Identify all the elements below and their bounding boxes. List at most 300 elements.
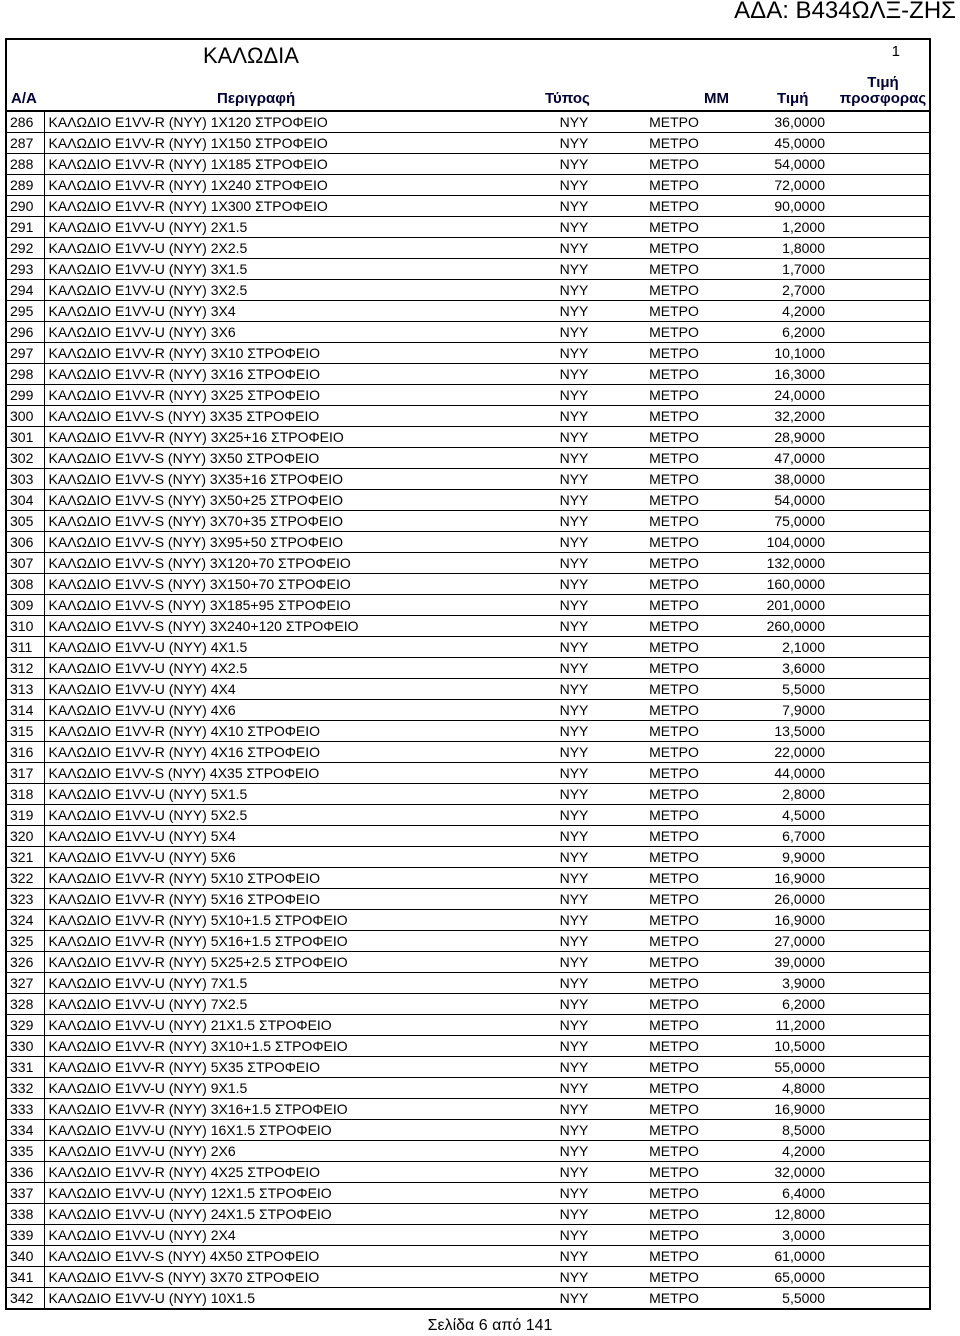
- items-table-body: [7, 112, 929, 1308]
- item-offer-price: [829, 889, 929, 910]
- item-type: NYY: [524, 1204, 624, 1225]
- item-unit: ΜΕΤΡΟ: [624, 196, 724, 217]
- item-price: 160,0000: [724, 574, 829, 595]
- table-row: [7, 637, 929, 658]
- item-number: 304: [7, 490, 44, 511]
- item-offer-price: [829, 1225, 929, 1246]
- item-offer-price: [829, 1015, 929, 1036]
- item-unit: ΜΕΤΡΟ: [624, 1078, 724, 1099]
- item-description: ΚΑΛΩΔΙΟ Ε1VV-U (NYY) 5X1.5: [44, 784, 524, 805]
- table-row: [7, 931, 929, 952]
- item-number: 325: [7, 931, 44, 952]
- item-unit: ΜΕΤΡΟ: [624, 805, 724, 826]
- item-price: 5,5000: [782, 1290, 825, 1306]
- item-type: NYY: [524, 910, 624, 931]
- item-type: NYY: [524, 448, 624, 469]
- item-number: 334: [7, 1120, 44, 1141]
- table-row: [7, 868, 929, 889]
- item-description: ΚΑΛΩΔΙΟ Ε1VV-S (NYY) 3X240+120 ΣΤΡΟΦΕΙΟ: [44, 616, 524, 637]
- item-offer-price: [829, 616, 929, 637]
- table-row: [7, 469, 929, 490]
- item-price: 9,9000: [724, 847, 829, 868]
- item-description: ΚΑΛΩΔΙΟ Ε1VV-S (NYY) 3X120+70 ΣΤΡΟΦΕΙΟ: [44, 553, 524, 574]
- item-type: NYY: [524, 112, 624, 133]
- item-number: 289: [7, 175, 44, 196]
- item-unit: ΜΕΤΡΟ: [624, 910, 724, 931]
- item-price: 10,5000: [724, 1036, 829, 1057]
- item-description: ΚΑΛΩΔΙΟ Ε1VV-S (NYY) 4X35 ΣΤΡΟΦΕΙΟ: [44, 763, 524, 784]
- item-price: 4,2000: [724, 301, 829, 322]
- item-unit: ΜΕΤΡΟ: [624, 973, 724, 994]
- item-number: 292: [7, 238, 44, 259]
- item-number: 296: [7, 322, 44, 343]
- item-price: 24,0000: [724, 385, 829, 406]
- table-row: [7, 1162, 929, 1183]
- item-unit: ΜΕΤΡΟ: [624, 1162, 724, 1183]
- item-unit: ΜΕΤΡΟ: [624, 1099, 724, 1120]
- item-number: 291: [7, 217, 44, 238]
- item-type: NYY: [524, 1141, 624, 1162]
- item-offer-price: [829, 1141, 929, 1162]
- table-row: [7, 1036, 929, 1057]
- item-offer-price: [829, 637, 929, 658]
- table-row: [7, 658, 929, 679]
- item-offer-price: [829, 238, 929, 259]
- item-type: NYY: [524, 805, 624, 826]
- table-row: [7, 994, 929, 1015]
- item-type: NYY: [524, 1120, 624, 1141]
- item-unit: ΜΕΤΡΟ: [624, 1036, 724, 1057]
- item-unit: ΜΕΤΡΟ: [649, 1290, 699, 1306]
- item-price: 65,0000: [724, 1267, 829, 1288]
- item-number: 317: [7, 763, 44, 784]
- item-description: ΚΑΛΩΔΙΟ Ε1VV-U (NYY) 7X1.5: [44, 973, 524, 994]
- item-price: 13,5000: [724, 721, 829, 742]
- item-description: ΚΑΛΩΔΙΟ Ε1VV-S (NYY) 3X35 ΣΤΡΟΦΕΙΟ: [44, 406, 524, 427]
- item-number: 306: [7, 532, 44, 553]
- item-description: ΚΑΛΩΔΙΟ Ε1VV-U (NYY) 10X1.5: [48, 1290, 256, 1306]
- table-row: [7, 910, 929, 931]
- item-price: 75,0000: [724, 511, 829, 532]
- item-offer-price: [829, 511, 929, 532]
- item-type: NYY: [524, 1057, 624, 1078]
- item-type: NYY: [524, 343, 624, 364]
- header-description: Περιγραφή: [217, 90, 296, 107]
- table-row: [7, 238, 929, 259]
- item-number: 287: [7, 133, 44, 154]
- item-description: ΚΑΛΩΔΙΟ Ε1VV-R (NYY) 1X240 ΣΤΡΟΦΕΙΟ: [44, 175, 524, 196]
- item-offer-price: [829, 658, 929, 679]
- item-type: NYY: [524, 1036, 624, 1057]
- item-description: ΚΑΛΩΔΙΟ Ε1VV-R (NYY) 5X16 ΣΤΡΟΦΕΙΟ: [44, 889, 524, 910]
- item-unit: ΜΕΤΡΟ: [624, 511, 724, 532]
- item-description: ΚΑΛΩΔΙΟ Ε1VV-U (NYY) 4X6: [44, 700, 524, 721]
- table-row: [7, 448, 929, 469]
- table-row: [7, 826, 929, 847]
- item-unit: ΜΕΤΡΟ: [624, 595, 724, 616]
- item-description: ΚΑΛΩΔΙΟ Ε1VV-U (NYY) 9X1.5: [44, 1078, 524, 1099]
- item-number: 308: [7, 574, 44, 595]
- item-number: 288: [7, 154, 44, 175]
- table-row: [7, 1246, 929, 1267]
- item-unit: ΜΕΤΡΟ: [624, 742, 724, 763]
- item-description: ΚΑΛΩΔΙΟ Ε1VV-U (NYY) 3X4: [44, 301, 524, 322]
- item-number: 301: [7, 427, 44, 448]
- item-price: 45,0000: [724, 133, 829, 154]
- item-offer-price: [829, 1183, 929, 1204]
- item-price: 2,1000: [724, 637, 829, 658]
- item-description: ΚΑΛΩΔΙΟ Ε1VV-S (NYY) 4X50 ΣΤΡΟΦΕΙΟ: [44, 1246, 524, 1267]
- table-row: [7, 1204, 929, 1225]
- item-number: 327: [7, 973, 44, 994]
- item-unit: ΜΕΤΡΟ: [624, 532, 724, 553]
- item-type: NYY: [524, 826, 624, 847]
- item-unit: ΜΕΤΡΟ: [624, 679, 724, 700]
- item-number: 293: [7, 259, 44, 280]
- item-description: ΚΑΛΩΔΙΟ Ε1VV-R (NYY) 3X16+1.5 ΣΤΡΟΦΕΙΟ: [44, 1099, 524, 1120]
- item-offer-price: [829, 1267, 929, 1288]
- item-number: 341: [7, 1267, 44, 1288]
- item-offer-price: [829, 175, 929, 196]
- item-price: 132,0000: [724, 553, 829, 574]
- item-description: ΚΑΛΩΔΙΟ Ε1VV-S (NYY) 3X185+95 ΣΤΡΟΦΕΙΟ: [44, 595, 524, 616]
- item-type: NYY: [524, 196, 624, 217]
- item-number: 322: [7, 868, 44, 889]
- item-number: 299: [7, 385, 44, 406]
- item-type: NYY: [524, 1078, 624, 1099]
- item-type: NYY: [524, 1015, 624, 1036]
- item-price: 2,7000: [724, 280, 829, 301]
- item-offer-price: [829, 847, 929, 868]
- item-price: 38,0000: [724, 469, 829, 490]
- item-type: NYY: [524, 1183, 624, 1204]
- item-unit: ΜΕΤΡΟ: [624, 721, 724, 742]
- item-offer-price: [829, 553, 929, 574]
- item-offer-price: [829, 196, 929, 217]
- item-description: ΚΑΛΩΔΙΟ Ε1VV-R (NYY) 5X16+1.5 ΣΤΡΟΦΕΙΟ: [44, 931, 524, 952]
- item-price: 72,0000: [724, 175, 829, 196]
- item-price: 16,9000: [724, 868, 829, 889]
- table-row: [7, 721, 929, 742]
- item-offer-price: [829, 406, 929, 427]
- item-unit: ΜΕΤΡΟ: [624, 259, 724, 280]
- item-offer-price: [829, 1288, 929, 1309]
- item-unit: ΜΕΤΡΟ: [624, 637, 724, 658]
- item-description: ΚΑΛΩΔΙΟ Ε1VV-R (NYY) 3X16 ΣΤΡΟΦΕΙΟ: [44, 364, 524, 385]
- item-offer-price: [829, 1078, 929, 1099]
- item-number: 323: [7, 889, 44, 910]
- item-description: ΚΑΛΩΔΙΟ Ε1VV-S (NYY) 3X50+25 ΣΤΡΟΦΕΙΟ: [44, 490, 524, 511]
- item-offer-price: [829, 133, 929, 154]
- header-type: Τύπος: [545, 90, 590, 107]
- item-type: NYY: [524, 658, 624, 679]
- item-unit: ΜΕΤΡΟ: [624, 1225, 724, 1246]
- item-unit: ΜΕΤΡΟ: [624, 931, 724, 952]
- item-offer-price: [829, 112, 929, 133]
- item-type: NYY: [524, 469, 624, 490]
- item-description: ΚΑΛΩΔΙΟ Ε1VV-U (NYY) 7X2.5: [44, 994, 524, 1015]
- item-number: 298: [7, 364, 44, 385]
- item-offer-price: [829, 994, 929, 1015]
- item-type: NYY: [524, 511, 624, 532]
- table-row: [7, 154, 929, 175]
- item-type: NYY: [524, 154, 624, 175]
- item-description: ΚΑΛΩΔΙΟ Ε1VV-R (NYY) 4X16 ΣΤΡΟΦΕΙΟ: [44, 742, 524, 763]
- item-unit: ΜΕΤΡΟ: [624, 343, 724, 364]
- item-offer-price: [829, 952, 929, 973]
- item-description: ΚΑΛΩΔΙΟ Ε1VV-U (NYY) 21X1.5 ΣΤΡΟΦΕΙΟ: [44, 1015, 524, 1036]
- item-number: 303: [7, 469, 44, 490]
- item-price: 27,0000: [724, 931, 829, 952]
- item-unit: ΜΕΤΡΟ: [624, 553, 724, 574]
- header-unit: ΜΜ: [704, 90, 729, 107]
- item-description: ΚΑΛΩΔΙΟ Ε1VV-S (NYY) 3X70+35 ΣΤΡΟΦΕΙΟ: [44, 511, 524, 532]
- table-row: [7, 1078, 929, 1099]
- item-unit: ΜΕΤΡΟ: [624, 301, 724, 322]
- item-offer-price: [829, 910, 929, 931]
- table-row: [7, 1120, 929, 1141]
- item-description: ΚΑΛΩΔΙΟ Ε1VV-U (NYY) 4X1.5: [44, 637, 524, 658]
- table-row: [7, 1015, 929, 1036]
- item-type: NYY: [524, 133, 624, 154]
- item-price: 36,0000: [724, 112, 829, 133]
- item-type: NYY: [524, 847, 624, 868]
- item-price: 47,0000: [724, 448, 829, 469]
- item-unit: ΜΕΤΡΟ: [624, 574, 724, 595]
- item-type: NYY: [524, 952, 624, 973]
- item-price: 32,2000: [724, 406, 829, 427]
- item-price: 1,8000: [724, 238, 829, 259]
- item-number: 339: [7, 1225, 44, 1246]
- item-number: 326: [7, 952, 44, 973]
- table-row: [7, 595, 929, 616]
- item-offer-price: [829, 154, 929, 175]
- item-type: NYY: [524, 280, 624, 301]
- header-price: Τιμή: [777, 90, 809, 107]
- item-unit: ΜΕΤΡΟ: [624, 1015, 724, 1036]
- item-description: ΚΑΛΩΔΙΟ Ε1VV-U (NYY) 24X1.5 ΣΤΡΟΦΕΙΟ: [44, 1204, 524, 1225]
- item-description: ΚΑΛΩΔΙΟ Ε1VV-R (NYY) 5X35 ΣΤΡΟΦΕΙΟ: [44, 1057, 524, 1078]
- item-unit: ΜΕΤΡΟ: [624, 784, 724, 805]
- item-price: 7,9000: [724, 700, 829, 721]
- item-price: 1,2000: [724, 217, 829, 238]
- table-row: [7, 1057, 929, 1078]
- item-type: NYY: [524, 763, 624, 784]
- table-row: [7, 742, 929, 763]
- item-offer-price: [829, 448, 929, 469]
- item-offer-price: [829, 742, 929, 763]
- header-offer-price: Τιμή προσφορας: [839, 74, 927, 107]
- item-offer-price: [829, 217, 929, 238]
- items-table: [7, 112, 929, 1308]
- item-price: 5,5000: [724, 679, 829, 700]
- item-description: ΚΑΛΩΔΙΟ Ε1VV-U (NYY) 16X1.5 ΣΤΡΟΦΕΙΟ: [44, 1120, 524, 1141]
- item-offer-price: [829, 301, 929, 322]
- item-type: NYY: [524, 1162, 624, 1183]
- table-row: [7, 805, 929, 826]
- sheet-title: ΚΑΛΩΔΙΑ: [203, 43, 299, 68]
- item-price: 16,9000: [724, 1099, 829, 1120]
- title-row: [7, 40, 929, 70]
- table-row: [7, 700, 929, 721]
- table-row: [7, 784, 929, 805]
- item-price: 16,3000: [724, 364, 829, 385]
- item-number: 330: [7, 1036, 44, 1057]
- item-type: NYY: [524, 301, 624, 322]
- item-unit: ΜΕΤΡΟ: [624, 1141, 724, 1162]
- item-number: 328: [7, 994, 44, 1015]
- item-number: 314: [7, 700, 44, 721]
- item-type: NYY: [524, 616, 624, 637]
- item-offer-price: [829, 385, 929, 406]
- item-unit: ΜΕΤΡΟ: [624, 1246, 724, 1267]
- item-price: 6,2000: [724, 994, 829, 1015]
- item-offer-price: [829, 1204, 929, 1225]
- item-unit: ΜΕΤΡΟ: [624, 826, 724, 847]
- item-type: NYY: [524, 490, 624, 511]
- item-number: 338: [7, 1204, 44, 1225]
- item-number: 324: [7, 910, 44, 931]
- item-offer-price: [829, 595, 929, 616]
- item-description: ΚΑΛΩΔΙΟ Ε1VV-R (NYY) 1X150 ΣΤΡΟΦΕΙΟ: [44, 133, 524, 154]
- item-number: 336: [7, 1162, 44, 1183]
- item-type: NYY: [524, 364, 624, 385]
- item-unit: ΜΕΤΡΟ: [624, 238, 724, 259]
- item-description: ΚΑΛΩΔΙΟ Ε1VV-U (NYY) 2X1.5: [44, 217, 524, 238]
- table-row: [7, 490, 929, 511]
- item-offer-price: [829, 469, 929, 490]
- item-type: NYY: [524, 1246, 624, 1267]
- item-offer-price: [829, 805, 929, 826]
- column-headers: [7, 70, 929, 112]
- item-offer-price: [829, 1120, 929, 1141]
- item-price: 16,9000: [724, 910, 829, 931]
- item-number: 315: [7, 721, 44, 742]
- item-price: 11,2000: [724, 1015, 829, 1036]
- item-offer-price: [829, 343, 929, 364]
- item-type: NYY: [524, 574, 624, 595]
- item-type: NYY: [524, 238, 624, 259]
- table-row: [7, 343, 929, 364]
- item-description: ΚΑΛΩΔΙΟ Ε1VV-R (NYY) 3X25 ΣΤΡΟΦΕΙΟ: [44, 385, 524, 406]
- item-number: 295: [7, 301, 44, 322]
- item-description: ΚΑΛΩΔΙΟ Ε1VV-S (NYY) 3X70 ΣΤΡΟΦΕΙΟ: [44, 1267, 524, 1288]
- item-type: NYY: [524, 385, 624, 406]
- table-row: [7, 616, 929, 637]
- table-row: [7, 406, 929, 427]
- item-unit: ΜΕΤΡΟ: [624, 1120, 724, 1141]
- item-unit: ΜΕΤΡΟ: [624, 868, 724, 889]
- item-type: NYY: [524, 322, 624, 343]
- item-description: ΚΑΛΩΔΙΟ Ε1VV-U (NYY) 2X4: [44, 1225, 524, 1246]
- item-type: NYY: [524, 679, 624, 700]
- item-description: ΚΑΛΩΔΙΟ Ε1VV-U (NYY) 5X4: [44, 826, 524, 847]
- item-price: 4,5000: [724, 805, 829, 826]
- item-description: ΚΑΛΩΔΙΟ Ε1VV-R (NYY) 3X25+16 ΣΤΡΟΦΕΙΟ: [44, 427, 524, 448]
- item-unit: ΜΕΤΡΟ: [624, 616, 724, 637]
- item-number: 297: [7, 343, 44, 364]
- item-number: 311: [7, 637, 44, 658]
- table-row: [7, 280, 929, 301]
- item-number: 313: [7, 679, 44, 700]
- item-price: 32,0000: [724, 1162, 829, 1183]
- table-row: [7, 1099, 929, 1120]
- item-price: 12,8000: [724, 1204, 829, 1225]
- item-unit: ΜΕΤΡΟ: [624, 154, 724, 175]
- item-offer-price: [829, 1057, 929, 1078]
- item-price: 3,9000: [724, 973, 829, 994]
- item-description: ΚΑΛΩΔΙΟ Ε1VV-R (NYY) 3X10+1.5 ΣΤΡΟΦΕΙΟ: [44, 1036, 524, 1057]
- item-number: 286: [7, 112, 44, 133]
- item-price: 104,0000: [724, 532, 829, 553]
- item-unit: ΜΕΤΡΟ: [624, 1204, 724, 1225]
- item-description: ΚΑΛΩΔΙΟ Ε1VV-R (NYY) 4X25 ΣΤΡΟΦΕΙΟ: [44, 1162, 524, 1183]
- item-type: NYY: [559, 1290, 589, 1306]
- item-number: 312: [7, 658, 44, 679]
- item-offer-price: [829, 973, 929, 994]
- item-number: 321: [7, 847, 44, 868]
- item-number: 332: [7, 1078, 44, 1099]
- item-price: 55,0000: [724, 1057, 829, 1078]
- table-row: [7, 385, 929, 406]
- item-description: ΚΑΛΩΔΙΟ Ε1VV-U (NYY) 4X4: [44, 679, 524, 700]
- table-row: [7, 112, 929, 133]
- table-row: [7, 574, 929, 595]
- item-unit: ΜΕΤΡΟ: [624, 1267, 724, 1288]
- item-description: ΚΑΛΩΔΙΟ Ε1VV-S (NYY) 3X35+16 ΣΤΡΟΦΕΙΟ: [44, 469, 524, 490]
- item-unit: ΜΕΤΡΟ: [624, 427, 724, 448]
- item-description: ΚΑΛΩΔΙΟ Ε1VV-U (NYY) 4X2.5: [44, 658, 524, 679]
- item-price: 54,0000: [724, 154, 829, 175]
- item-offer-price: [829, 1162, 929, 1183]
- item-price: 6,7000: [724, 826, 829, 847]
- item-unit: ΜΕΤΡΟ: [624, 847, 724, 868]
- item-price: 3,0000: [724, 1225, 829, 1246]
- item-description: ΚΑΛΩΔΙΟ Ε1VV-U (NYY) 5X2.5: [44, 805, 524, 826]
- item-unit: ΜΕΤΡΟ: [624, 1057, 724, 1078]
- item-price: 22,0000: [724, 742, 829, 763]
- table-row: [7, 196, 929, 217]
- table-row: [7, 427, 929, 448]
- item-unit: ΜΕΤΡΟ: [624, 406, 724, 427]
- item-number: 310: [7, 616, 44, 637]
- item-description: ΚΑΛΩΔΙΟ Ε1VV-U (NYY) 2X2.5: [44, 238, 524, 259]
- item-unit: ΜΕΤΡΟ: [624, 112, 724, 133]
- item-type: NYY: [524, 973, 624, 994]
- item-offer-price: [829, 532, 929, 553]
- table-row: [7, 973, 929, 994]
- item-number: 319: [7, 805, 44, 826]
- item-description: ΚΑΛΩΔΙΟ Ε1VV-R (NYY) 1X120 ΣΤΡΟΦΕΙΟ: [44, 112, 524, 133]
- table-row: [7, 301, 929, 322]
- item-unit: ΜΕΤΡΟ: [624, 700, 724, 721]
- table-row: [7, 1267, 929, 1288]
- item-price: 201,0000: [724, 595, 829, 616]
- item-number: 335: [7, 1141, 44, 1162]
- item-type: NYY: [524, 1267, 624, 1288]
- item-price: 3,6000: [724, 658, 829, 679]
- item-type: NYY: [524, 406, 624, 427]
- item-price: 260,0000: [724, 616, 829, 637]
- item-type: NYY: [524, 742, 624, 763]
- item-description: ΚΑΛΩΔΙΟ Ε1VV-U (NYY) 3X2.5: [44, 280, 524, 301]
- item-price: 90,0000: [724, 196, 829, 217]
- sheet-page-number: 1: [891, 43, 900, 60]
- item-offer-price: [829, 1246, 929, 1267]
- item-price: 1,7000: [724, 259, 829, 280]
- item-offer-price: [829, 1099, 929, 1120]
- item-price: 39,0000: [724, 952, 829, 973]
